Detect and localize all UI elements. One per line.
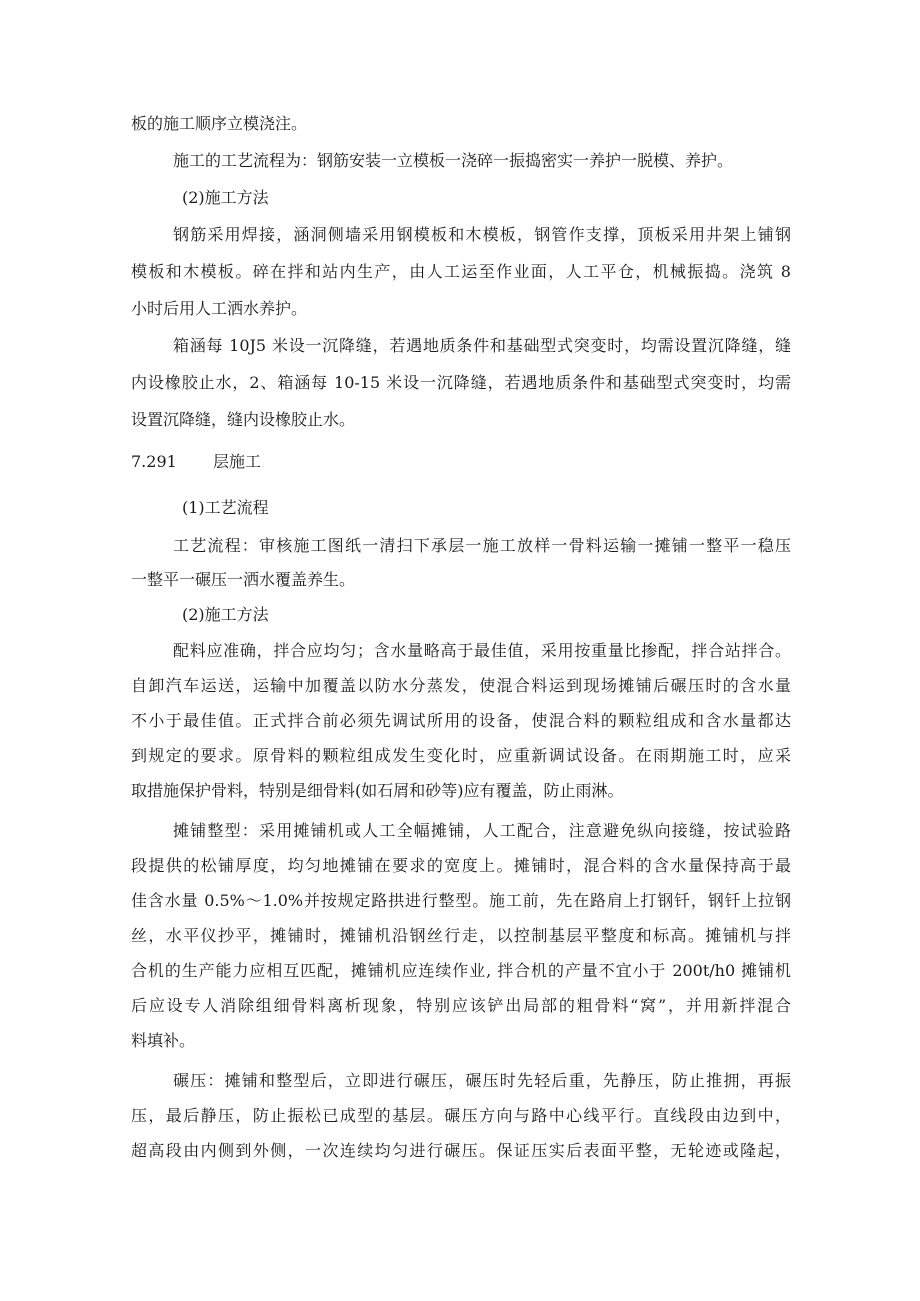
text-line: 配料应准确，拌合应均匀；含水量略高于最佳值，采用按重量比掺配，拌合站拌合。 [173, 641, 791, 660]
text-line: 工艺流程：审核施工图纸一清扫下承层一施工放样一骨料运输一摊铺一整平一稳压 [173, 536, 791, 555]
text-line: 料填补。 [131, 1031, 196, 1050]
section-number: 7.291 [131, 452, 177, 471]
text-line: 超高段由内侧到外侧，一次连续均匀进行碾压。保证压实后表面平整，无轮迹或隆起， [131, 1141, 791, 1160]
text-line: 钢筋采用焊接，涵洞侧墙采用钢模板和木模板，钢管作支撑，顶板采用井架上铺钢 [173, 225, 791, 244]
text-line: 自卸汽车运送，运输中加覆盖以防水分蒸发，使混合料运到现场摊铺后碾压时的含水量 [131, 676, 791, 695]
text-line: 合机的生产能力应相互匹配，摊铺机应连续作业, 拌合机的产量不宜小于 200t∕h0 摊铺机 [131, 961, 791, 980]
subheading: (2)施工方法 [182, 605, 269, 624]
text-line: 到规定的要求。原骨料的颗粒组成发生变化时，应重新调试设备。在雨期施工时，应采 [131, 746, 791, 765]
text-line: 箱涵每 10J5 米设一沉降缝，若遇地质条件和基础型式突变时，均需设置沉降缝，缝 [173, 336, 791, 355]
section-title: 层施工 [213, 452, 262, 471]
text-line: 取措施保护骨料，特别是细骨料(如石屑和砂等)应有覆盖，防止雨淋。 [131, 781, 624, 800]
subheading: (1)工艺流程 [182, 498, 269, 517]
text-line: 小时后用人工洒水养护。 [131, 299, 308, 318]
text-line: 压，最后静压，防止振松已成型的基层。碾压方向与路中心线平行。直线段由边到中， [131, 1106, 791, 1125]
text-line: 佳含水量 0.5%～1.0%并按规定路拱进行整型。施工前，先在路肩上打钢钎，钢钎上拉钢 [131, 891, 791, 910]
text-line: 丝，水平仪抄平，摊铺时，摊铺机沿钢丝行走，以控制基层平整度和标高。摊铺机与拌 [131, 926, 791, 945]
text-line: 内设橡胶止水，2、箱涵每 10-15 米设一沉降缝，若遇地质条件和基础型式突变时，均需 [131, 373, 791, 392]
text-line: 施工的工艺流程为：钢筋安装一立模板一浇碎一振捣密实一养护一脱模、养护。 [173, 151, 734, 170]
text-line: 模板和木模板。碎在拌和站内生产，由人工运至作业面，人工平仓，机械振捣。浇筑 8 [131, 262, 791, 281]
subheading: (2)施工方法 [182, 188, 269, 207]
text-line: 一整平一碾压一洒水覆盖养生。 [131, 570, 356, 589]
text-line: 摊铺整型：采用摊铺机或人工全幅摊铺，人工配合，注意避免纵向接缝，按试验路 [173, 821, 791, 840]
text-line: 设置沉降缝，缝内设橡胶止水。 [131, 410, 356, 429]
text-line: 板的施工顺序立模浇注。 [131, 114, 308, 133]
text-line: 不小于最佳值。正式拌合前必须先调试所用的设备，使混合料的颗粒组成和含水量都达 [131, 711, 791, 730]
text-line: 碾压：摊铺和整型后，立即进行碾压，碾压时先轻后重，先静压，防止推拥，再振 [173, 1071, 791, 1090]
text-line: 段提供的松铺厚度，均匀地摊铺在要求的宽度上。摊铺时，混合料的含水量保持高于最 [131, 856, 791, 875]
text-line: 后应设专人消除组细骨料离析现象，特别应该铲出局部的粗骨料“窝”，并用新拌混合 [131, 996, 791, 1015]
